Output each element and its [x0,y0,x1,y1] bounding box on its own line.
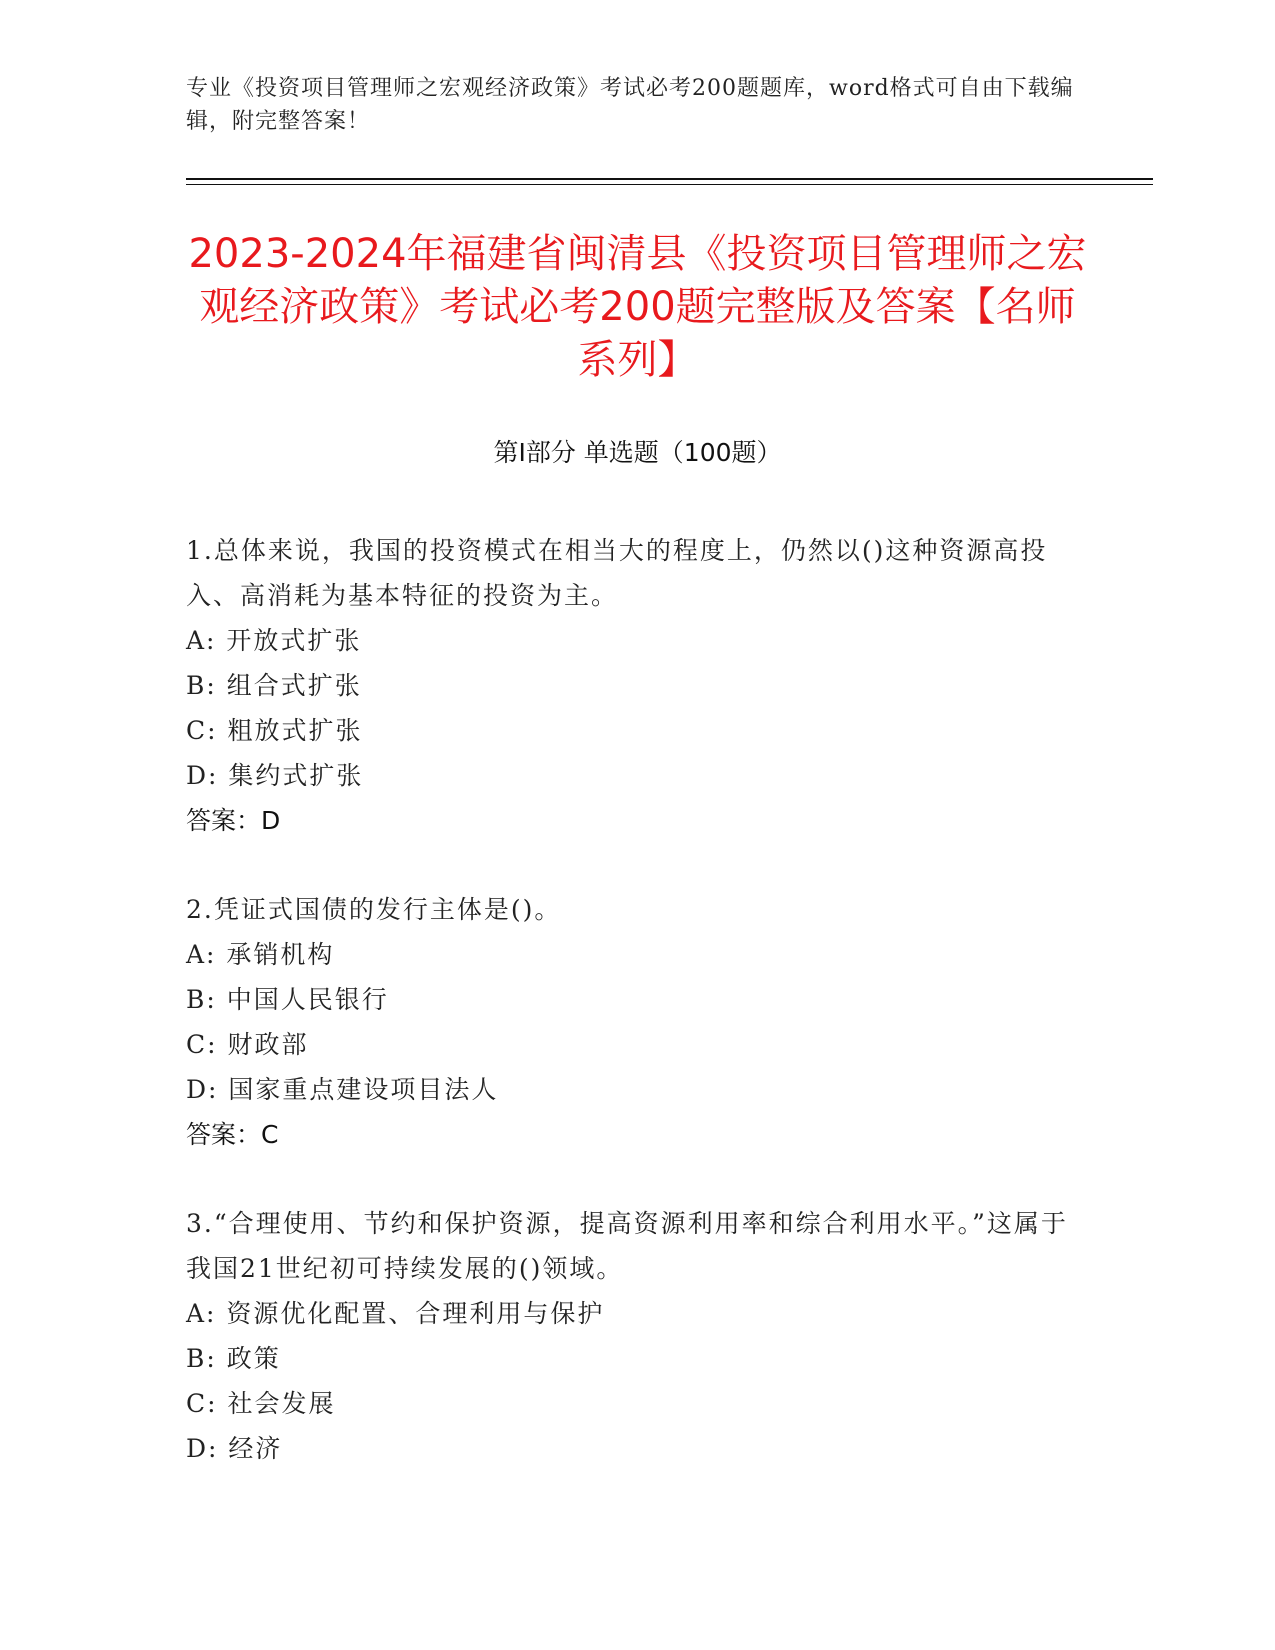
option-a: A: 开放式扩张 [186,626,362,655]
question-2 [186,887,1086,1157]
document-title: 2023-2024年福建省闽清县《投资项目管理师之宏观经济政策》考试必考200题完整版及答案【名师系列】 [188,231,1087,383]
header-note: 专业《投资项目管理师之宏观经济政策》考试必考200题题库，word格式可自由下载编辑，附完整答案！ [186,76,1074,134]
question-text: 3.“合理使用、节约和保护资源，提高资源利用率和综合利用水平。”这属于我国21世纪初可持续发展的()领域。 [186,1209,1068,1283]
section-title: 第Ⅰ部分 单选题（100题） [493,438,782,467]
question-text: 2.凭证式国债的发行主体是()。 [186,895,562,924]
option-a: A: 承销机构 [186,940,335,969]
option-c: C: 粗放式扩张 [186,716,363,745]
option-c: C: 财政部 [186,1030,309,1059]
answer-line: 答案：D [186,806,281,835]
option-d: D: 经济 [186,1434,283,1463]
option-d: D: 集约式扩张 [186,761,364,790]
option-c: C: 社会发展 [186,1389,336,1418]
option-b: B: 组合式扩张 [186,671,362,700]
question-3 [186,1201,1086,1471]
header-rule-thin [186,184,1153,185]
question-list [186,528,1086,1515]
answer-line: 答案：C [186,1120,279,1149]
option-b: B: 中国人民银行 [186,985,389,1014]
option-b: B: 政策 [186,1344,281,1373]
question-1 [186,528,1086,843]
option-d: D: 国家重点建设项目法人 [186,1075,499,1104]
option-a: A: 资源优化配置、合理利用与保护 [186,1299,605,1328]
header-rule-thick [186,178,1153,180]
question-text: 1.总体来说，我国的投资模式在相当大的程度上，仍然以()这种资源高投入、高消耗为基本特征的投资为主。 [186,536,1048,610]
